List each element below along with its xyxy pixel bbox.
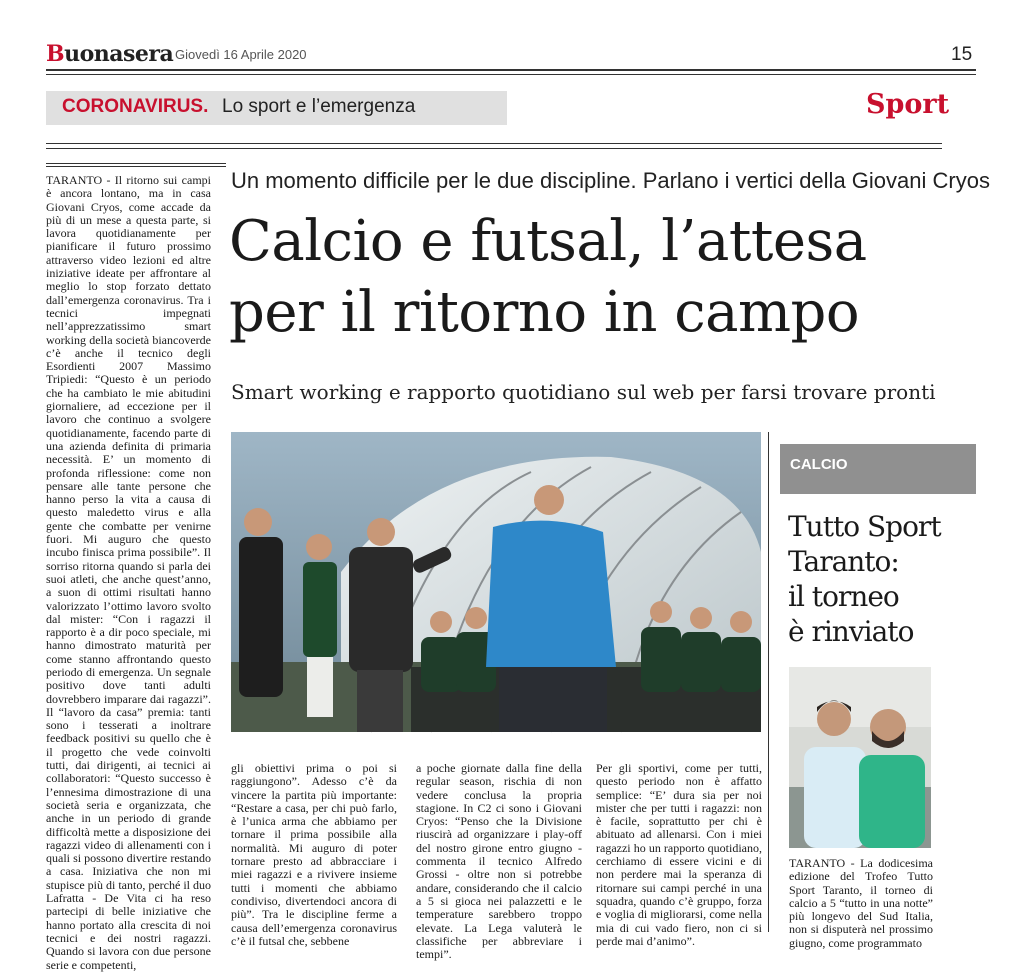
sidebar-body	[789, 856, 933, 950]
article-subhead: Smart working e rapporto quotidiano sul web per farsi trovare pronti	[231, 380, 936, 404]
sidebar-headline-line-1: Tutto Sport	[788, 510, 941, 543]
article-photo	[231, 432, 761, 732]
team-bench-photo	[231, 432, 761, 732]
masthead-initial: B	[46, 41, 65, 67]
article-overline: Un momento difficile per le due discipline. Parlano i vertici della Giovani Cryos	[231, 168, 990, 193]
section-rule-thin	[46, 148, 942, 149]
headline-line-1: Calcio e futsal, l’attesa	[229, 209, 867, 274]
column-2-text: gli obiettivi prima o poi si raggiungono”. Adesso c’è da vincere la partita più importante: “Restare a casa, per chi può farlo, è l’unica arma che abbiamo per tornare il prima possibile alla normalità. Mi auguro di poter tornare presto ad abbracciare i miei ragazzi e a rivivere insieme tutti i momenti che abbiamo condiviso, divertendoci ancora di più”. Tra le discipline ferme a causa dell’emergenza coronavirus c’è il futsal che, sebbene	[231, 761, 397, 948]
masthead-title: Buonasera	[46, 41, 174, 67]
sidebar-body-text: TARANTO - La dodicesima edizione del Trofeo Tutto Sport Taranto, il torneo di calcio a 5 “tutto in una notte” più longevo del Sud Italia, non si disputerà nel prossimo giugno, come programmato	[789, 856, 933, 950]
top-rule	[46, 69, 976, 71]
sidebar-tag: CALCIO	[790, 456, 848, 473]
column-rule	[46, 163, 226, 164]
sidebar-photo	[789, 667, 931, 848]
top-rule-thin	[46, 74, 976, 75]
article-column-1	[46, 173, 211, 972]
column-4-text: Per gli sportivi, come per tutti, questo periodo non è affatto semplice: “E’ dura sia per noi mister che per tutti i ragazzi: non è facile, soprattutto per chi è abituato ad allenarsi. Con i miei ragazzi ho un rapporto quotidiano, cerchiamo di essere vicini e di non perdere mai la speranza di ritornare sui campi perché in una squadra, quando c’è gruppo, forza e voglia di migliorarsi, come nella mia di cui vado fiero, non ci si perde mai d’animo”.	[596, 761, 762, 948]
sidebar-headline-line-3: il torneo	[788, 580, 899, 613]
article-column-2	[231, 761, 397, 948]
kicker-topic: CORONAVIRUS.	[62, 96, 209, 117]
sidebar-divider	[768, 432, 769, 932]
article-headline	[229, 206, 949, 348]
two-men-portrait	[789, 667, 931, 848]
column-3-text: a poche giornate dalla fine della regular season, rischia di non vedere conclusa la propria stagione. In C2 ci sono i Giovani Cryos: “Penso che la Divisione riuscirà ad organizzare i play-off del nostro girone entro giugno - commenta il tecnico Alfredo Grossi - oltre non si potrebbe andare, considerando che il calcio a 5 si gioca nei palazzetti e le temperature sarebbero troppo elevate. La Lega valuterà le classifiche per abbreviare i tempi”.	[416, 761, 582, 962]
column-1-text: TARANTO - Il ritorno sui campi è ancora lontano, ma in casa Giovani Cryos, come accade da più di un mese a questa parte, si lavora quotidianamente per pianificare il futuro prossimo attraverso video lezioni ed altre iniziative ideate per affrontare al meglio lo stop forzato dettato dall’emergenza coronavirus. Tra i tecnici impegnati nell’apprezzatissimo smart working della società biancoverde c’è anche il tecnico degli Esordienti 2007 Massimo Tripiedi: “Questo è un periodo che ha cambiato le mie abitudini giornaliere, ad eccezione per il lavoro che continuo a svolgere quotidianamente, facendo parte di una azienda definita di primaria necessità. E’ un momento di profonda riflessione: come non pensare alle tante persone che hanno perso la vita a causa di questo maledetto virus e alla gente che combatte per venirne fuori. Mi auguro che questo incubo finisca prima possibile”. Il sorriso ritorna quando si parla dei suoi atleti, che anche quest’anno, a suon di ottimi risultati hanno valorizzato l’ottimo lavoro svolto dal mister: “Con i ragazzi il rapporto è a dir poco speciale, mi hanno dimostrato maturità per come stanno affrontando questo periodo di emergenza. Un segnale positivo dove tanti adulti dovrebbero imparare dai ragazzi”. Il “lavoro da casa” premia: tanti sono i tesserati a inoltrare feedback positivi su quello che è il progetto che vede coinvolti tutti, dai dirigenti, ai tecnici ai collaboratori: “Questo successo è l’ennesima dimostrazione di una società seria e organizzata, che anche in un periodo di grande difficoltà mette a disposizione dei ragazzi video di allenamenti con i quali si possono divertire restando a casa. Iniziativa che non mi stupisce più di tanto, perché il duo Lafratta - De Vita ci ha reso partecipi di belle iniziative che hanno portato alla crescita di noi tecnici e dei nostri ragazzi. Quando si lavora con due persone serie e competenti,	[46, 173, 211, 972]
section-rule	[46, 143, 942, 144]
article-column-3	[416, 761, 582, 962]
newspaper-masthead	[46, 41, 173, 67]
issue-date: Giovedì 16 Aprile 2020	[175, 47, 307, 62]
page-number: 15	[951, 44, 973, 65]
sidebar-headline-line-2: Taranto:	[788, 545, 899, 578]
column-rule-thin	[46, 166, 226, 167]
section-label: Sport	[866, 89, 950, 120]
article-column-4	[596, 761, 762, 948]
sidebar-headline	[788, 509, 963, 649]
sidebar-headline-line-4: è rinviato	[788, 615, 914, 648]
headline-line-2: per il ritorno in campo	[229, 280, 860, 345]
kicker-subtitle: Lo sport e l’emergenza	[222, 96, 416, 117]
